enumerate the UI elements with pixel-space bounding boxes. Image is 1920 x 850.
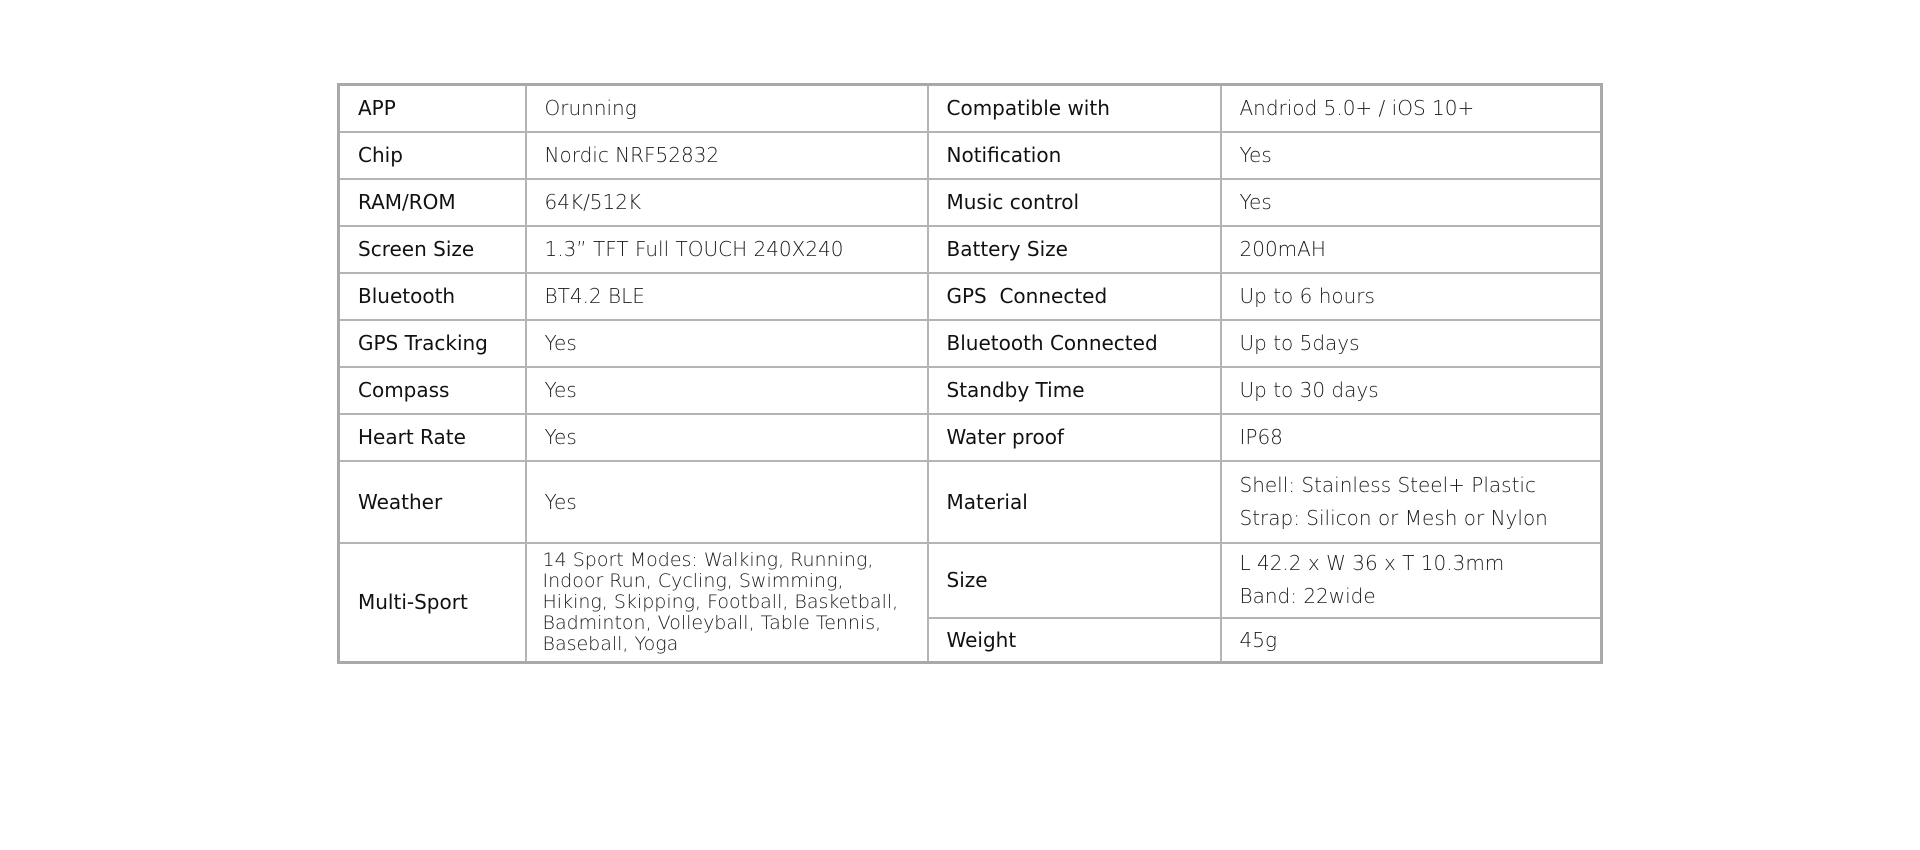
size-band: Band: 22wide xyxy=(1239,584,1376,609)
material-shell: Shell: Stainless Steel+ Plastic xyxy=(1239,472,1536,497)
spec-label-screen-size: Screen Size xyxy=(339,226,526,273)
table-row xyxy=(339,543,1602,618)
table-row xyxy=(339,132,1602,179)
spec-value-chip: Nordic NRF52832 xyxy=(526,132,928,179)
spec-value-bluetooth: BT4.2 BLE xyxy=(526,273,928,320)
spec-label-bluetooth-connected: Bluetooth Connected xyxy=(928,320,1221,367)
spec-label-app: APP xyxy=(339,85,526,132)
spec-table xyxy=(337,83,1603,664)
spec-label-size: Size xyxy=(928,543,1221,618)
spec-label-music-control: Music control xyxy=(928,179,1221,226)
spec-value-size xyxy=(1221,543,1602,618)
spec-value-music-control: Yes xyxy=(1221,179,1602,226)
spec-label-notification: Notification xyxy=(928,132,1221,179)
table-row xyxy=(339,273,1602,320)
table-row xyxy=(339,85,1602,132)
spec-label-bluetooth: Bluetooth xyxy=(339,273,526,320)
spec-value-app: Orunning xyxy=(526,85,928,132)
spec-label-compatible: Compatible with xyxy=(928,85,1221,132)
spec-label-ram-rom: RAM/ROM xyxy=(339,179,526,226)
spec-value-compatible: Andriod 5.0+ / iOS 10+ xyxy=(1221,85,1602,132)
size-dimensions: L 42.2 x W 36 x T 10.3mm xyxy=(1239,551,1505,576)
spec-label-gps-connected: GPS Connected xyxy=(928,273,1221,320)
spec-value-screen-size: 1.3” TFT Full TOUCH 240X240 xyxy=(526,226,928,273)
spec-label-multi-sport: Multi-Sport xyxy=(339,543,526,663)
table-row xyxy=(339,367,1602,414)
spec-label-battery-size: Battery Size xyxy=(928,226,1221,273)
material-strap: Strap: Silicon or Mesh or Nylon xyxy=(1239,505,1548,530)
spec-value-notification: Yes xyxy=(1221,132,1602,179)
spec-label-water-proof: Water proof xyxy=(928,414,1221,461)
spec-label-chip: Chip xyxy=(339,132,526,179)
spec-value-heart-rate: Yes xyxy=(526,414,928,461)
spec-value-battery-size: 200mAH xyxy=(1221,226,1602,273)
table-row xyxy=(339,320,1602,367)
spec-label-heart-rate: Heart Rate xyxy=(339,414,526,461)
spec-value-gps-connected: Up to 6 hours xyxy=(1221,273,1602,320)
table-row xyxy=(339,414,1602,461)
spec-value-material xyxy=(1221,461,1602,543)
spec-label-weight: Weight xyxy=(928,618,1221,662)
spec-label-compass: Compass xyxy=(339,367,526,414)
spec-value-multi-sport: 14 Sport Modes: Walking, Running, Indoor Run, Cycling, Swimming, Hiking, Skipping, Football, Basketball, Badminton, Volleyball, Table Tennis, Baseball, Yoga xyxy=(526,543,928,663)
spec-value-ram-rom: 64K/512K xyxy=(526,179,928,226)
spec-value-weight: 45g xyxy=(1221,618,1602,662)
spec-value-standby-time: Up to 30 days xyxy=(1221,367,1602,414)
spec-label-standby-time: Standby Time xyxy=(928,367,1221,414)
table-row xyxy=(339,179,1602,226)
spec-value-weather: Yes xyxy=(526,461,928,543)
table-row xyxy=(339,226,1602,273)
table-row xyxy=(339,461,1602,543)
spec-value-compass: Yes xyxy=(526,367,928,414)
spec-value-water-proof: IP68 xyxy=(1221,414,1602,461)
spec-label-weather: Weather xyxy=(339,461,526,543)
spec-label-gps-tracking: GPS Tracking xyxy=(339,320,526,367)
spec-value-gps-tracking: Yes xyxy=(526,320,928,367)
spec-label-material: Material xyxy=(928,461,1221,543)
spec-value-bluetooth-connected: Up to 5days xyxy=(1221,320,1602,367)
